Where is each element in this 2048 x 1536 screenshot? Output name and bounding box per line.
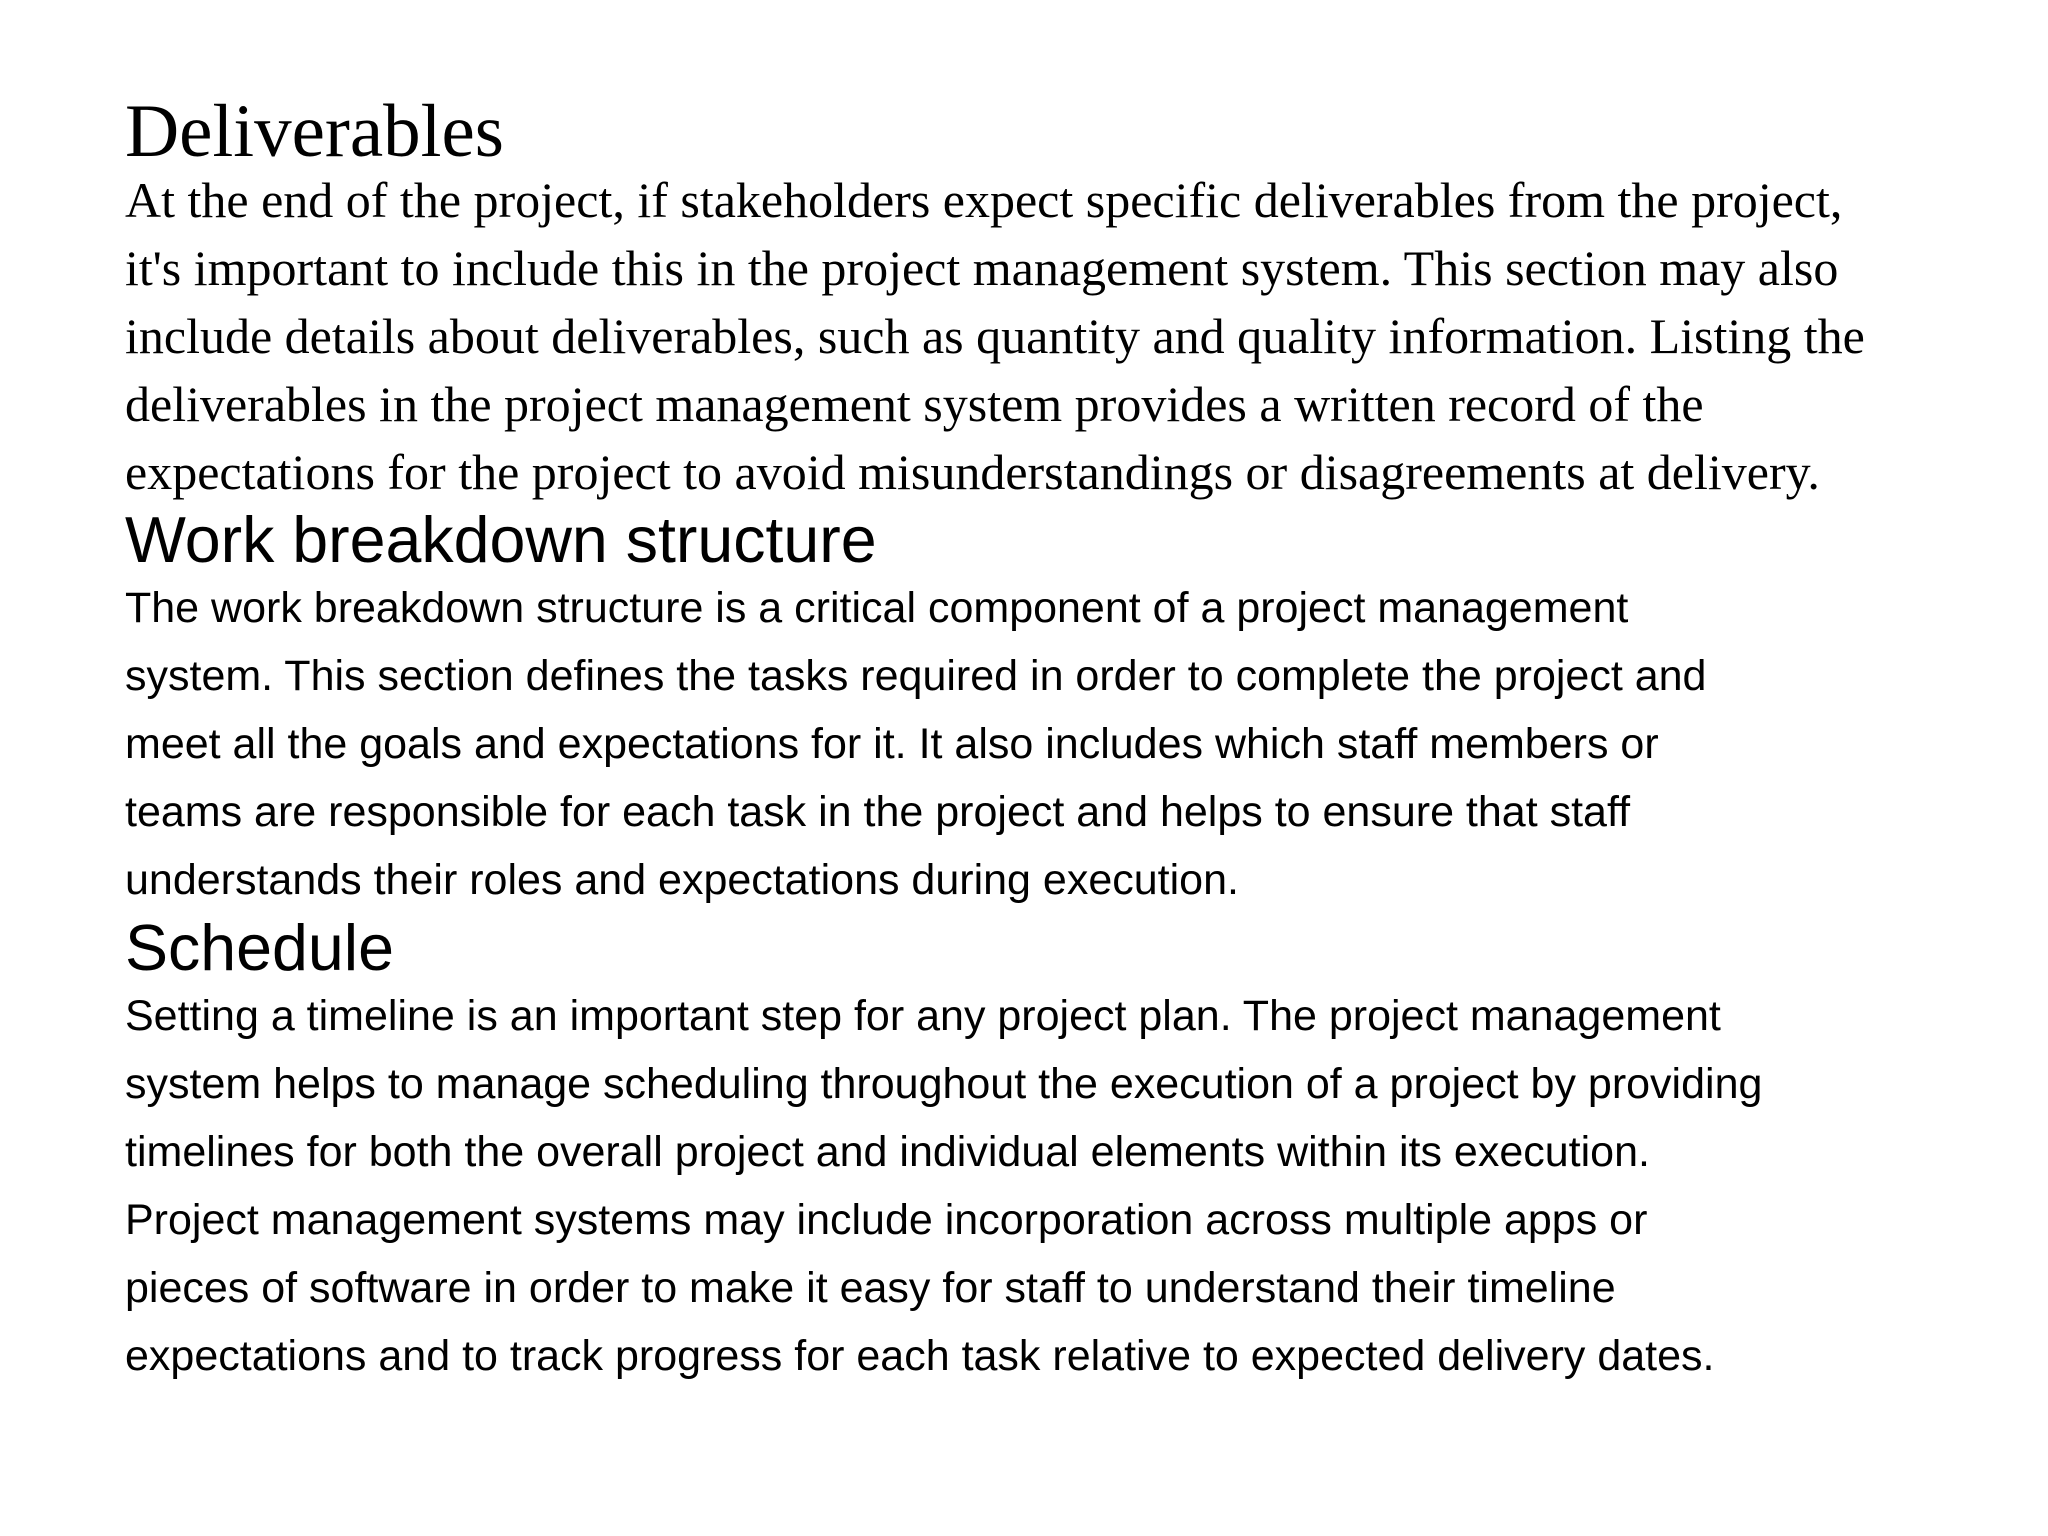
body-line: deliverables in the project management system provides a written record of the xyxy=(125,376,1704,432)
body-line: expectations for the project to avoid misunderstandings or disagreements at delivery. xyxy=(125,444,1820,500)
body-line: system helps to manage scheduling throughout the execution of a project by providing xyxy=(125,1060,1763,1108)
section-heading: Work breakdown structure xyxy=(125,504,877,576)
body-line: expectations and to track progress for each task relative to expected delivery dates. xyxy=(125,1332,1715,1380)
section-heading: Schedule xyxy=(125,912,394,984)
body-line: timelines for both the overall project and individual elements within its execution. xyxy=(125,1128,1650,1176)
section-work-breakdown-structure xyxy=(125,506,2005,914)
document-page xyxy=(125,90,2005,1390)
body-line: teams are responsible for each task in the project and helps to ensure that staff xyxy=(125,788,1631,836)
body-line: it's important to include this in the project management system. This section may also xyxy=(125,240,1839,296)
section-heading: Deliverables xyxy=(125,90,504,173)
body-line: meet all the goals and expectations for it. It also includes which staff members or xyxy=(125,720,1659,768)
body-line: Setting a timeline is an important step for any project plan. The project management xyxy=(125,992,1721,1040)
section-deliverables xyxy=(125,90,2005,506)
section-body xyxy=(125,166,2005,506)
section-body xyxy=(125,982,2005,1390)
section-body xyxy=(125,574,2005,914)
body-line: include details about deliverables, such as quantity and quality information. Listing the xyxy=(125,308,1865,364)
section-schedule xyxy=(125,914,2005,1390)
body-line: The work breakdown structure is a critical component of a project management xyxy=(125,584,1629,632)
body-line: system. This section defines the tasks required in order to complete the project and xyxy=(125,652,1707,700)
body-line: understands their roles and expectations during execution. xyxy=(125,856,1239,904)
body-line: pieces of software in order to make it easy for staff to understand their timeline xyxy=(125,1264,1616,1312)
body-line: Project management systems may include incorporation across multiple apps or xyxy=(125,1196,1648,1244)
body-line: At the end of the project, if stakeholders expect specific deliverables from the project, xyxy=(125,172,1843,228)
